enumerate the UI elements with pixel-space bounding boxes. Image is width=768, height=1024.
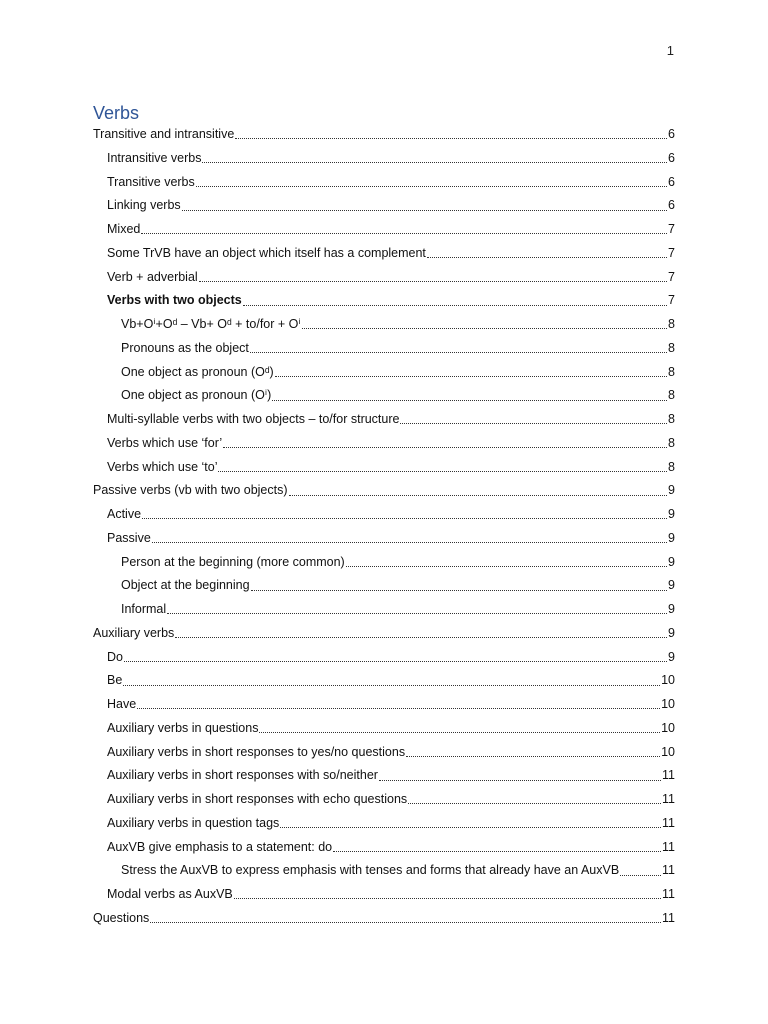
toc-entry-page: 11 bbox=[662, 863, 675, 878]
toc-entry-page: 10 bbox=[661, 673, 675, 688]
toc-entry-page: 6 bbox=[668, 150, 675, 165]
toc-entry[interactable] bbox=[93, 741, 675, 765]
table-of-contents bbox=[93, 123, 675, 931]
toc-entry[interactable] bbox=[93, 622, 675, 646]
toc-entry-title: Verb + adverbial bbox=[107, 269, 198, 284]
toc-entry-page: 6 bbox=[668, 127, 675, 141]
toc-entry-title: Transitive and intransitive bbox=[93, 127, 235, 141]
toc-entry[interactable] bbox=[93, 693, 675, 717]
toc-entry-title: Transitive verbs bbox=[107, 174, 195, 189]
toc-entry-page: 11 bbox=[662, 815, 675, 830]
dot-leader bbox=[302, 328, 667, 329]
toc-entry[interactable] bbox=[93, 456, 675, 480]
toc-entry-title: Passive bbox=[107, 530, 151, 545]
toc-entry-page: 9 bbox=[668, 602, 675, 616]
toc-entry-page: 9 bbox=[668, 483, 675, 498]
toc-entry-page: 11 bbox=[662, 792, 675, 806]
toc-entry[interactable] bbox=[93, 646, 675, 670]
toc-entry-title: Auxiliary verbs in short responses with echo questions bbox=[107, 792, 408, 806]
toc-entry-page: 8 bbox=[668, 435, 675, 450]
dot-leader bbox=[250, 352, 667, 353]
toc-entry-title: Stress the AuxVB to express emphasis with tenses and forms that already have an AuxVB bbox=[121, 863, 620, 878]
toc-entry[interactable] bbox=[93, 717, 675, 741]
dot-leader bbox=[333, 851, 661, 852]
toc-entry[interactable] bbox=[93, 242, 675, 266]
toc-entry[interactable] bbox=[93, 669, 675, 693]
toc-entry[interactable] bbox=[93, 883, 675, 907]
dot-leader bbox=[272, 400, 667, 401]
toc-entry-page: 10 bbox=[661, 720, 675, 735]
toc-entry-page: 7 bbox=[668, 293, 675, 308]
dot-leader bbox=[280, 827, 661, 828]
toc-entry-title: Informal bbox=[121, 602, 167, 616]
toc-entry-title: Active bbox=[107, 507, 142, 521]
dot-leader bbox=[199, 281, 667, 282]
toc-entry-title: One object as pronoun (Oⁱ) bbox=[121, 388, 272, 403]
dot-leader bbox=[289, 495, 668, 496]
toc-entry-page: 9 bbox=[668, 507, 675, 521]
toc-entry-page: 8 bbox=[668, 317, 675, 331]
dot-leader bbox=[150, 922, 661, 923]
dot-leader bbox=[275, 376, 667, 377]
toc-entry[interactable] bbox=[93, 598, 675, 622]
toc-entry[interactable] bbox=[93, 574, 675, 598]
toc-entry-title: Some TrVB have an object which itself has a complement bbox=[107, 245, 426, 260]
dot-leader bbox=[141, 233, 667, 234]
dot-leader bbox=[124, 661, 667, 662]
toc-entry-page: 9 bbox=[668, 649, 675, 664]
toc-entry-page: 9 bbox=[668, 578, 675, 593]
toc-entry-title: Do bbox=[107, 649, 123, 664]
toc-entry-page: 9 bbox=[668, 530, 675, 545]
toc-entry[interactable] bbox=[93, 123, 675, 147]
dot-leader bbox=[400, 423, 667, 424]
toc-entry-page: 11 bbox=[662, 839, 675, 854]
toc-entry-page: 11 bbox=[662, 910, 675, 925]
toc-entry[interactable] bbox=[93, 171, 675, 195]
toc-entry-page: 7 bbox=[668, 245, 675, 260]
toc-entry[interactable] bbox=[93, 147, 675, 171]
toc-entry-title: Have bbox=[107, 697, 137, 711]
toc-entry[interactable] bbox=[93, 313, 675, 337]
toc-entry-title: AuxVB give emphasis to a statement: do bbox=[107, 839, 333, 854]
toc-entry[interactable] bbox=[93, 764, 675, 788]
toc-entry[interactable] bbox=[93, 408, 675, 432]
page-number: 1 bbox=[666, 43, 674, 58]
dot-leader bbox=[202, 162, 667, 163]
toc-entry[interactable] bbox=[93, 812, 675, 836]
toc-entry-title: Mixed bbox=[107, 222, 141, 236]
toc-entry-page: 7 bbox=[668, 222, 675, 236]
dot-leader bbox=[427, 257, 667, 258]
toc-entry[interactable] bbox=[93, 194, 675, 218]
toc-entry-title: One object as pronoun (Oᵈ) bbox=[121, 364, 274, 379]
dot-leader bbox=[167, 613, 667, 614]
dot-leader bbox=[175, 637, 667, 638]
toc-entry-title: Passive verbs (vb with two objects) bbox=[93, 483, 288, 498]
dot-leader bbox=[196, 186, 667, 187]
dot-leader bbox=[346, 566, 667, 567]
toc-entry-title: Be bbox=[107, 673, 123, 688]
toc-heading: Verbs bbox=[93, 103, 140, 123]
toc-entry[interactable] bbox=[93, 218, 675, 242]
dot-leader bbox=[234, 898, 661, 899]
toc-entry-title: Modal verbs as AuxVB bbox=[107, 887, 233, 901]
toc-entry-page: 7 bbox=[668, 269, 675, 284]
toc-entry-page: 8 bbox=[668, 340, 675, 355]
toc-entry[interactable] bbox=[93, 788, 675, 812]
toc-entry-title: Auxiliary verbs in question tags bbox=[107, 815, 280, 830]
dot-leader bbox=[152, 542, 667, 543]
dot-leader bbox=[259, 732, 660, 733]
dot-leader bbox=[235, 138, 667, 139]
dot-leader bbox=[251, 590, 667, 591]
toc-entry[interactable] bbox=[93, 479, 675, 503]
toc-entry-page: 8 bbox=[668, 412, 675, 426]
dot-leader bbox=[379, 780, 661, 781]
toc-entry[interactable] bbox=[93, 836, 675, 860]
dot-leader bbox=[123, 685, 660, 686]
toc-entry-title: Pronouns as the object bbox=[121, 340, 249, 355]
toc-entry[interactable] bbox=[93, 503, 675, 527]
toc-entry-title: Auxiliary verbs in short responses to yes/no questions bbox=[107, 744, 406, 759]
toc-entry-page: 8 bbox=[668, 459, 675, 474]
toc-entry-title: Auxiliary verbs in short responses with so/neither bbox=[107, 768, 378, 783]
dot-leader bbox=[406, 756, 660, 757]
dot-leader bbox=[620, 875, 661, 876]
dot-leader bbox=[223, 447, 667, 448]
toc-entry-title: Auxiliary verbs in questions bbox=[107, 720, 259, 735]
toc-entry[interactable] bbox=[93, 432, 675, 456]
toc-entry[interactable] bbox=[93, 907, 675, 931]
dot-leader bbox=[142, 518, 667, 519]
toc-entry-title: Intransitive verbs bbox=[107, 150, 202, 165]
toc-entry[interactable] bbox=[93, 289, 675, 313]
toc-entry-title: Linking verbs bbox=[107, 198, 181, 213]
toc-entry-page: 6 bbox=[668, 198, 675, 213]
dot-leader bbox=[218, 471, 667, 472]
toc-entry-page: 8 bbox=[668, 364, 675, 379]
dot-leader bbox=[243, 305, 667, 306]
toc-entry-page: 11 bbox=[662, 887, 675, 901]
toc-entry-page: 9 bbox=[668, 554, 675, 569]
toc-entry[interactable] bbox=[93, 551, 675, 575]
toc-entry[interactable] bbox=[93, 527, 675, 551]
toc-entry-page: 11 bbox=[662, 768, 675, 783]
toc-entry-title: Auxiliary verbs bbox=[93, 625, 175, 640]
toc-entry[interactable] bbox=[93, 361, 675, 385]
toc-entry[interactable] bbox=[93, 384, 675, 408]
toc-entry[interactable] bbox=[93, 337, 675, 361]
dot-leader bbox=[137, 708, 660, 709]
toc-entry-page: 10 bbox=[661, 697, 675, 711]
dot-leader bbox=[408, 803, 661, 804]
toc-entry-title: Object at the beginning bbox=[121, 578, 250, 593]
toc-entry-title: Verbs which use ‘to’ bbox=[107, 459, 218, 474]
toc-entry-title: Questions bbox=[93, 910, 150, 925]
toc-entry-page: 8 bbox=[668, 388, 675, 403]
toc-entry[interactable] bbox=[93, 859, 675, 883]
toc-entry[interactable] bbox=[93, 266, 675, 290]
toc-entry-title: Verbs with two objects bbox=[107, 293, 242, 308]
toc-entry-title: Multi-syllable verbs with two objects – to/for structure bbox=[107, 412, 400, 426]
dot-leader bbox=[182, 210, 667, 211]
toc-entry-page: 6 bbox=[668, 174, 675, 189]
toc-entry-page: 9 bbox=[668, 625, 675, 640]
toc-entry-title: Vb+Oⁱ+Oᵈ – Vb+ Oᵈ + to/for + Oⁱ bbox=[121, 317, 301, 331]
toc-entry-title: Verbs which use ‘for’ bbox=[107, 435, 223, 450]
toc-entry-page: 10 bbox=[661, 744, 675, 759]
toc-entry-title: Person at the beginning (more common) bbox=[121, 554, 345, 569]
